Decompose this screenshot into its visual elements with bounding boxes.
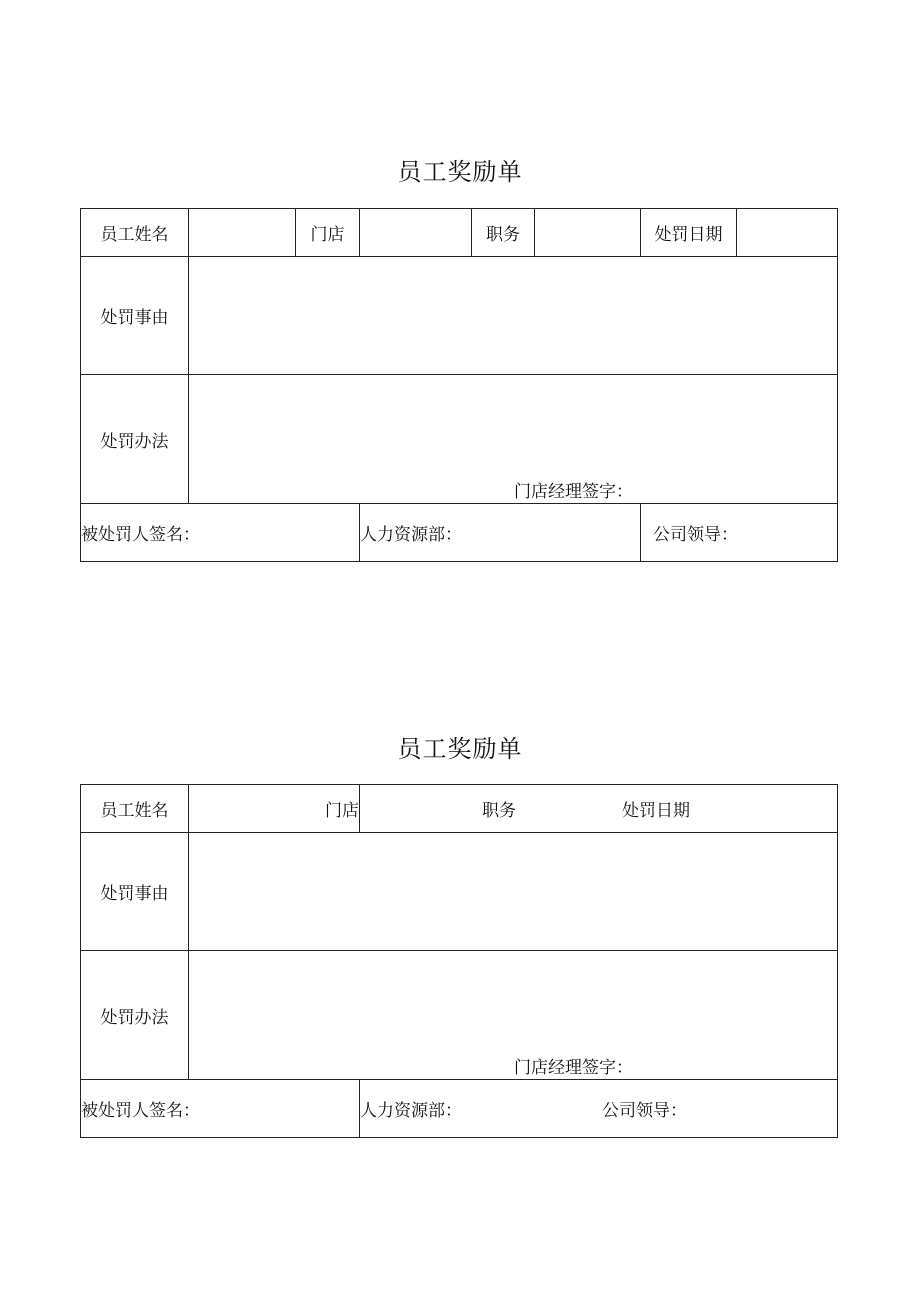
employee-name-label: 员工姓名: [81, 785, 189, 833]
penalized-person-signature-label: 被处罚人签名：: [81, 1101, 200, 1121]
store-cell[interactable]: [189, 785, 360, 833]
penalty-reason-label: 处罚事由: [81, 257, 189, 375]
header-row: [81, 209, 838, 257]
penalty-date-field[interactable]: [737, 209, 838, 257]
employee-name-label: 员工姓名: [81, 209, 189, 257]
penalty-reason-row: [81, 257, 838, 375]
penalty-method-row: [81, 375, 838, 504]
company-leader-signature[interactable]: [641, 504, 838, 562]
penalty-date-label: 处罚日期: [622, 801, 690, 821]
company-leader-label: 公司领导：: [653, 525, 738, 545]
form-title: 员工奖励单: [397, 158, 523, 186]
penalized-person-signature-label: 被处罚人签名：: [81, 525, 200, 545]
hr-leader-group: [360, 1080, 837, 1137]
position-label: 职务: [472, 209, 535, 257]
position-date-group: [360, 785, 837, 832]
penalty-method-field[interactable]: [189, 375, 838, 504]
signature-row: [81, 1080, 838, 1138]
employee-name-field[interactable]: [189, 209, 296, 257]
penalty-method-label: 处罚办法: [81, 951, 189, 1080]
penalty-reason-label: 处罚事由: [81, 833, 189, 951]
store-manager-signature-label: 门店经理签字：: [514, 482, 633, 502]
penalty-date-label: 处罚日期: [641, 209, 737, 257]
penalty-reason-field[interactable]: [189, 257, 838, 375]
form-title: 员工奖励单: [397, 735, 523, 763]
penalty-method-label: 处罚办法: [81, 375, 189, 504]
penalty-reason-field[interactable]: [189, 833, 838, 951]
position-date-cell[interactable]: [360, 785, 838, 833]
position-label: 职务: [482, 801, 516, 821]
penalty-method-row: [81, 951, 838, 1080]
hr-leader-signature[interactable]: [360, 1080, 838, 1138]
header-row: [81, 785, 838, 833]
penalty-method-field[interactable]: [189, 951, 838, 1080]
store-field[interactable]: [360, 209, 472, 257]
position-field[interactable]: [535, 209, 641, 257]
reward-form-table: [80, 208, 838, 562]
store-label: 门店: [325, 801, 359, 821]
store-manager-signature-label: 门店经理签字：: [514, 1058, 633, 1078]
company-leader-label: 公司领导：: [602, 1101, 687, 1121]
penalized-person-signature[interactable]: [81, 1080, 360, 1138]
penalized-person-signature[interactable]: [81, 504, 360, 562]
penalty-reason-row: [81, 833, 838, 951]
reward-form-table: [80, 784, 838, 1138]
hr-department-label: 人力资源部：: [360, 1101, 462, 1121]
store-label: 门店: [296, 209, 360, 257]
hr-department-signature[interactable]: [360, 504, 641, 562]
signature-row: [81, 504, 838, 562]
hr-department-label: 人力资源部：: [360, 525, 462, 545]
